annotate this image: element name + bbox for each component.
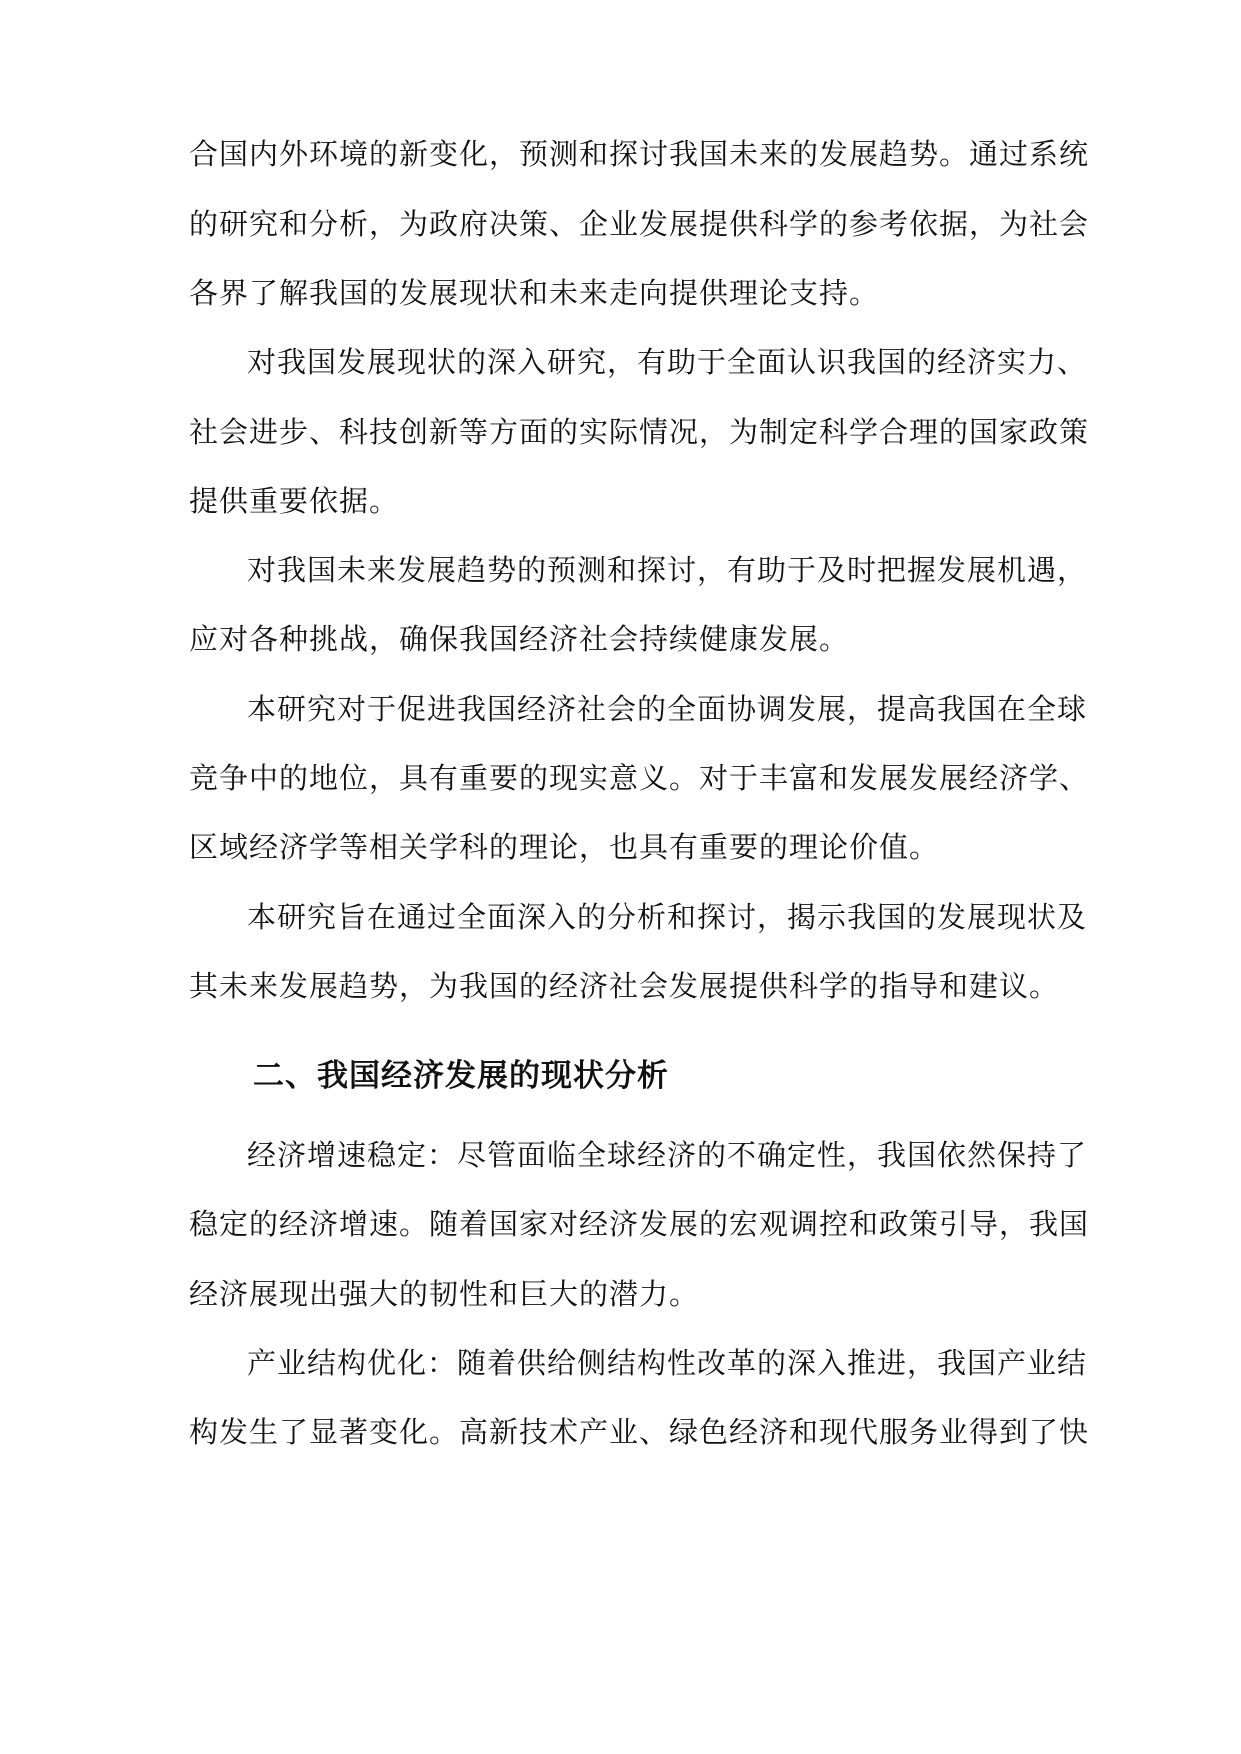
paragraph-line: 社会进步、科技创新等方面的实际情况，为制定科学合理的国家政策: [189, 415, 1090, 449]
paragraph-line: 本研究旨在通过全面深入的分析和探讨，揭示我国的发展现状及: [247, 900, 1088, 934]
paragraph-line: 应对各种挑战，确保我国经济社会持续健康发展。: [189, 622, 850, 656]
paragraph-line: 提供重要依据。: [189, 484, 400, 518]
section-heading: 二、我国经济发展的现状分析: [253, 1058, 669, 1094]
paragraph-line: 各界了解我国的发展现状和未来走向提供理论支持。: [189, 276, 880, 310]
paragraph-line: 本研究对于促进我国经济社会的全面协调发展，提高我国在全球: [247, 692, 1088, 726]
paragraph-line: 构发生了显著变化。高新技术产业、绿色经济和现代服务业得到了快: [189, 1415, 1090, 1449]
paragraph-line: 经济展现出强大的韧性和巨大的潜力。: [189, 1277, 700, 1311]
paragraph-line: 对我国未来发展趋势的预测和探讨，有助于及时把握发展机遇，: [247, 553, 1088, 587]
paragraph-line: 产业结构优化：随着供给侧结构性改革的深入推进，我国产业结: [247, 1346, 1088, 1380]
paragraph-line: 稳定的经济增速。随着国家对经济发展的宏观调控和政策引导，我国: [189, 1207, 1090, 1241]
paragraph-line: 区域经济学等相关学科的理论，也具有重要的理论价值。: [189, 830, 940, 864]
paragraph-line: 合国内外环境的新变化，预测和探讨我国未来的发展趋势。通过系统: [189, 137, 1090, 171]
paragraph-line: 的研究和分析，为政府决策、企业发展提供科学的参考依据，为社会: [189, 207, 1090, 241]
paragraph-line: 对我国发展现状的深入研究，有助于全面认识我国的经济实力、: [247, 345, 1088, 379]
paragraph-line: 竞争中的地位，具有重要的现实意义。对于丰富和发展发展经济学、: [189, 761, 1090, 795]
paragraph-line: 其未来发展趋势，为我国的经济社会发展提供科学的指导和建议。: [189, 969, 1060, 1003]
paragraph-line: 经济增速稳定：尽管面临全球经济的不确定性，我国依然保持了: [247, 1138, 1088, 1172]
